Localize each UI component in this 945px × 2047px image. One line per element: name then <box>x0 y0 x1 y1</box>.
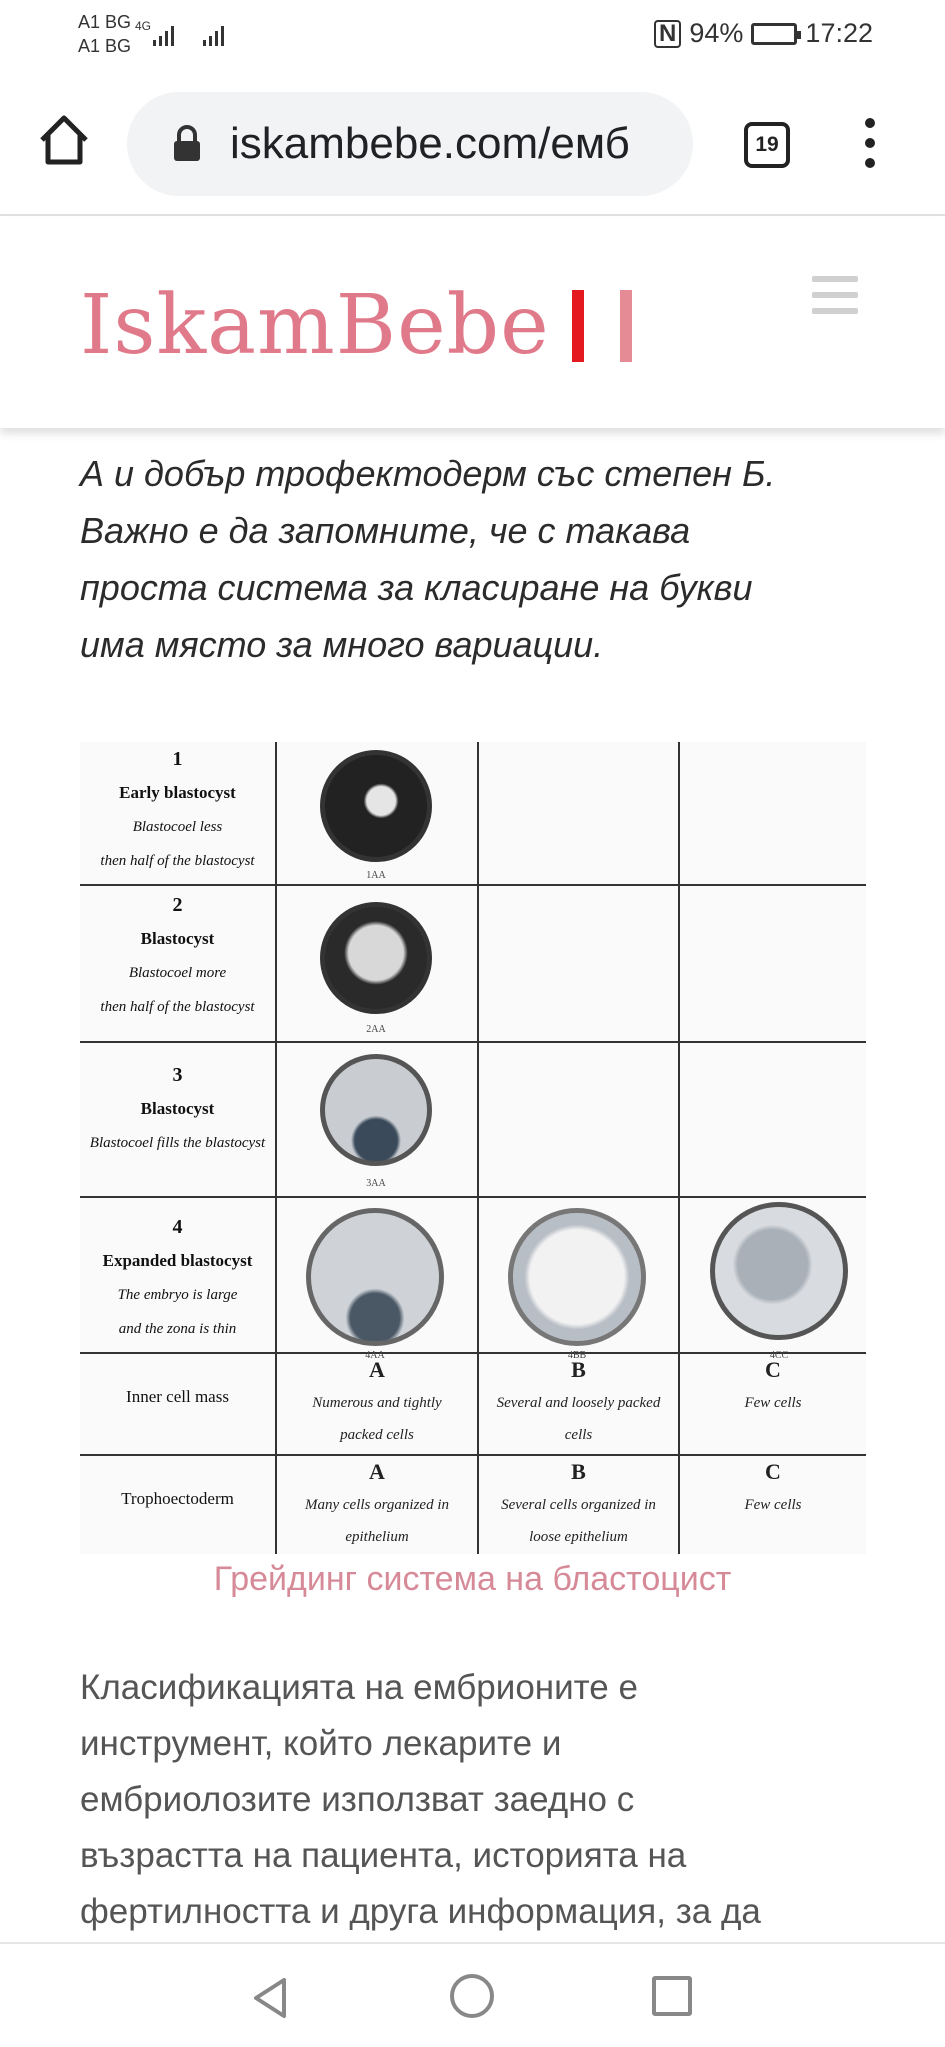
address-bar[interactable] <box>127 92 693 196</box>
image-label: 1AA <box>366 870 386 881</box>
carrier-2: A1 BG <box>78 36 132 56</box>
stage-desc: then half of the blastocyst <box>100 853 255 869</box>
network-type: 4G <box>135 19 152 33</box>
body-line: фертилността и друга информация, за да <box>80 1892 761 1931</box>
grade-letter: C <box>765 1357 781 1382</box>
image-label: 4CC <box>769 1350 789 1361</box>
embryo-image-2aa <box>320 902 432 1014</box>
grade-desc: cells <box>564 1427 593 1443</box>
site-header <box>0 218 945 428</box>
te-grade-a <box>277 1456 477 1552</box>
body-paragraph <box>80 1660 900 1940</box>
body-line: Класификацията на ембрионите е <box>80 1668 638 1707</box>
embryo-image-4aa <box>306 1208 444 1346</box>
body-line: ембриолозите използват заедно с <box>80 1780 635 1819</box>
stage-desc: Blastocoel less <box>132 819 223 835</box>
embryo-image-3aa <box>320 1054 432 1166</box>
overflow-menu-icon[interactable] <box>860 118 880 168</box>
hamburger-menu-icon[interactable] <box>812 276 858 314</box>
grade-letter: A <box>369 1459 385 1484</box>
grade-desc: Several and loosely packed <box>496 1395 661 1411</box>
grade-desc: Few cells <box>744 1497 802 1513</box>
stage-number: 2 <box>172 894 183 916</box>
signal-icon <box>135 16 245 50</box>
carrier-1: A1 BG <box>78 12 132 32</box>
tab-switcher-button[interactable]: 19 <box>744 122 790 168</box>
image-label: 3AA <box>366 1178 386 1189</box>
body-line: инструмент, който лекарите и <box>80 1724 562 1763</box>
intro-line: Важно е да запомните, че с такава <box>80 510 691 551</box>
grade-desc: Several cells organized in <box>501 1497 656 1513</box>
site-logo[interactable] <box>80 278 632 373</box>
logo-bar-red <box>572 290 584 362</box>
grade-desc: Few cells <box>744 1395 802 1411</box>
embryo-image-4cc <box>710 1202 848 1340</box>
figure-caption: Грейдинг система на бластоцист <box>213 1560 732 1598</box>
image-label: 2AA <box>366 1024 386 1035</box>
grade-desc: Numerous and tightly <box>312 1395 442 1411</box>
stage-number: 1 <box>172 748 183 770</box>
clock: 17:22 <box>805 18 873 48</box>
home-nav-icon[interactable] <box>450 1974 494 2018</box>
image-label: 4BB <box>567 1350 587 1361</box>
battery-percent: 94% <box>689 18 744 48</box>
grade-letter: A <box>369 1357 385 1382</box>
stage-desc: Blastocoel more <box>128 965 227 981</box>
intro-line: има място за много вариации. <box>80 624 604 665</box>
icm-grade-a <box>277 1354 477 1450</box>
stage-3-cell <box>80 1058 275 1160</box>
intro-paragraph <box>80 445 880 673</box>
back-icon[interactable] <box>250 1976 290 2020</box>
status-bar <box>0 0 945 70</box>
logo-bar-pink <box>620 290 632 362</box>
stage-name: Early blastocyst <box>119 783 236 802</box>
grade-letter: B <box>571 1357 586 1382</box>
stage-desc: Blastocoel fills the blastocyst <box>89 1135 266 1151</box>
lock-icon <box>172 125 202 163</box>
grade-desc: epithelium <box>345 1529 409 1545</box>
stage-name: Expanded blastocyst <box>102 1251 253 1270</box>
inner-cell-mass-label: Inner cell mass <box>126 1387 229 1406</box>
stage-2-cell <box>80 888 275 1024</box>
system-nav-bar <box>0 1942 945 2047</box>
stage-1-cell <box>80 742 275 878</box>
stage-number: 4 <box>172 1216 183 1238</box>
icm-grade-b <box>479 1354 678 1450</box>
nfc-icon: N <box>654 20 681 48</box>
te-grade-b <box>479 1456 678 1552</box>
stage-name: Blastocyst <box>140 1099 215 1118</box>
trophectoderm-label: Trophoectoderm <box>121 1489 234 1508</box>
status-right <box>654 18 873 49</box>
grade-letter: B <box>571 1459 586 1484</box>
icm-grade-c <box>680 1354 866 1420</box>
logo-text: IskamBebe <box>80 278 550 373</box>
blastocyst-grading-figure <box>80 742 866 1554</box>
stage-name: Blastocyst <box>140 929 215 948</box>
intro-line: проста система за класиране на букви <box>80 567 753 608</box>
stage-desc: then half of the blastocyst <box>100 999 255 1015</box>
grading-table <box>80 742 866 1554</box>
stage-4-cell <box>80 1210 275 1346</box>
image-label: 4AA <box>365 1350 385 1361</box>
intro-line: А и добър трофектодерм със степен Б. <box>80 453 776 494</box>
te-grade-c <box>680 1456 866 1522</box>
url-text: iskambebe.com/емб <box>230 119 630 168</box>
body-line: възрастта на пациента, историята на <box>80 1836 687 1875</box>
browser-toolbar <box>0 70 945 216</box>
home-icon[interactable] <box>36 112 92 168</box>
battery-icon <box>751 23 797 45</box>
carrier-info <box>78 10 131 58</box>
grade-letter: C <box>765 1459 781 1484</box>
recents-icon[interactable] <box>652 1976 692 2016</box>
grade-desc: loose epithelium <box>529 1529 628 1545</box>
stage-desc: The embryo is large <box>117 1287 238 1303</box>
stage-number: 3 <box>172 1064 183 1086</box>
embryo-image-1aa <box>320 750 432 862</box>
grade-desc: Many cells organized in <box>304 1497 449 1513</box>
embryo-image-4bb <box>508 1208 646 1346</box>
stage-desc: and the zona is thin <box>118 1321 237 1337</box>
grade-desc: packed cells <box>340 1427 414 1443</box>
